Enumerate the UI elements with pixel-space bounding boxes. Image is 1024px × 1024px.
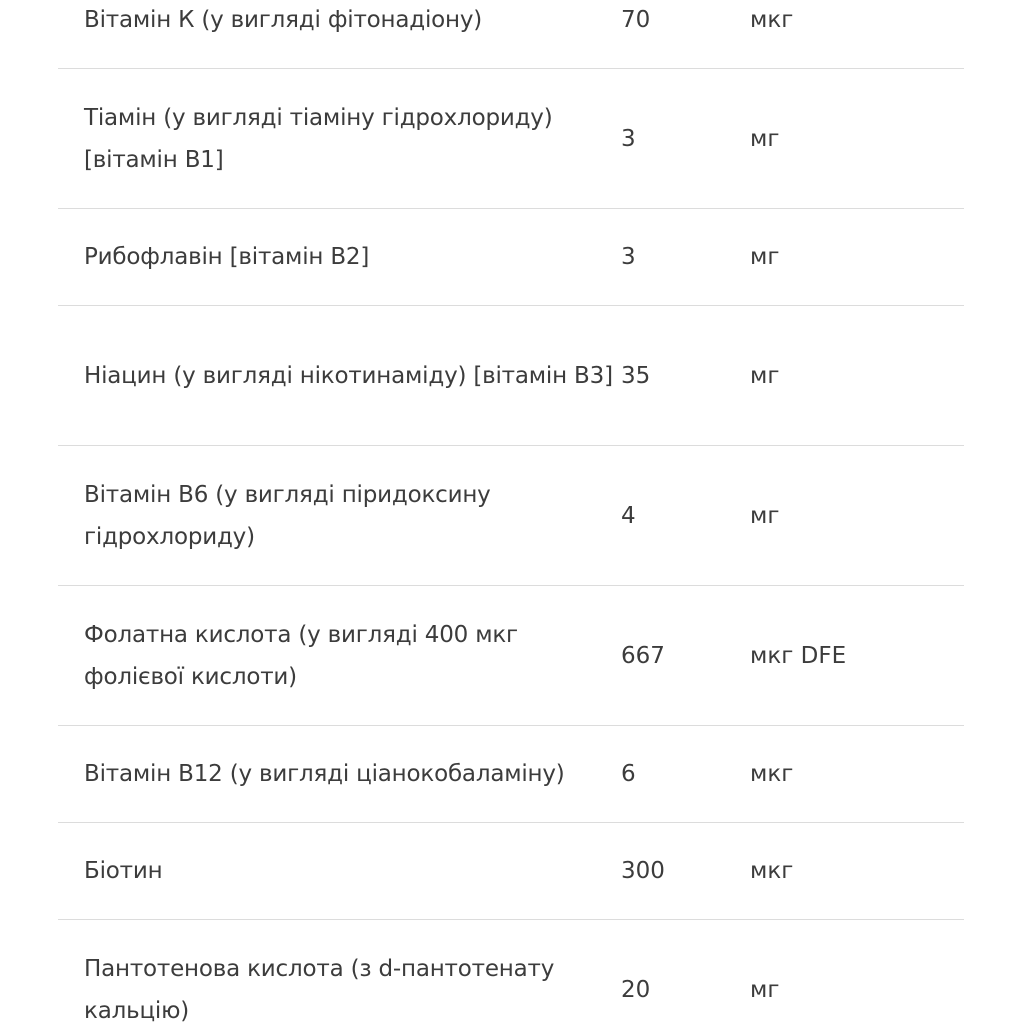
table-row (58, 0, 964, 69)
nutrient-unit: мкг DFE (750, 642, 847, 669)
nutrient-name: Вітамін В6 (у вигляді піридоксину гідрохлориду) (84, 481, 491, 550)
nutrient-unit: мг (750, 362, 780, 389)
nutrient-unit: мкг (750, 858, 794, 884)
nutrient-amount: 20 (621, 977, 651, 1003)
nutrient-name: Пантотенова кислота (з d-пантотенату кальцію) (84, 956, 555, 1024)
table-row (58, 726, 964, 823)
nutrient-name: Ніацин (у вигляді нікотинаміду) [вітамін В3] (84, 362, 613, 389)
nutrient-table (58, 0, 964, 1024)
nutrient-amount: 35 (621, 362, 651, 389)
nutrient-unit: мкг (750, 7, 794, 33)
nutrient-amount: 300 (621, 858, 665, 884)
table-row (58, 586, 964, 726)
nutrient-unit: мкг (750, 761, 794, 787)
nutrient-name: Біотин (84, 858, 163, 884)
nutrient-amount: 3 (621, 125, 636, 152)
nutrient-name: Рибофлавін [вітамін В2] (84, 244, 370, 270)
table-row (58, 446, 964, 586)
nutrient-unit: мг (750, 977, 780, 1003)
nutrient-amount: 70 (621, 7, 651, 33)
table-row (58, 209, 964, 306)
table-row (58, 920, 964, 1024)
nutrient-amount: 6 (621, 761, 636, 787)
table-row (58, 306, 964, 446)
nutrient-name: Фолатна кислота (у вигляді 400 мкг фолієвої кислоти) (84, 621, 518, 690)
nutrient-unit: мг (750, 502, 780, 529)
nutrient-amount: 3 (621, 244, 636, 270)
nutrient-unit: мг (750, 244, 780, 270)
nutrient-amount: 4 (621, 502, 636, 529)
table-row (58, 69, 964, 209)
table-row (58, 823, 964, 920)
nutrient-amount: 667 (621, 642, 665, 669)
nutrient-unit: мг (750, 125, 780, 152)
nutrient-name: Тіамін (у вигляді тіаміну гідрохлориду) [вітамін В1] (84, 104, 553, 173)
nutrient-name: Вітамін К (у вигляді фітонадіону) (84, 7, 483, 33)
nutrient-name: Вітамін В12 (у вигляді ціанокобаламіну) (84, 761, 565, 787)
